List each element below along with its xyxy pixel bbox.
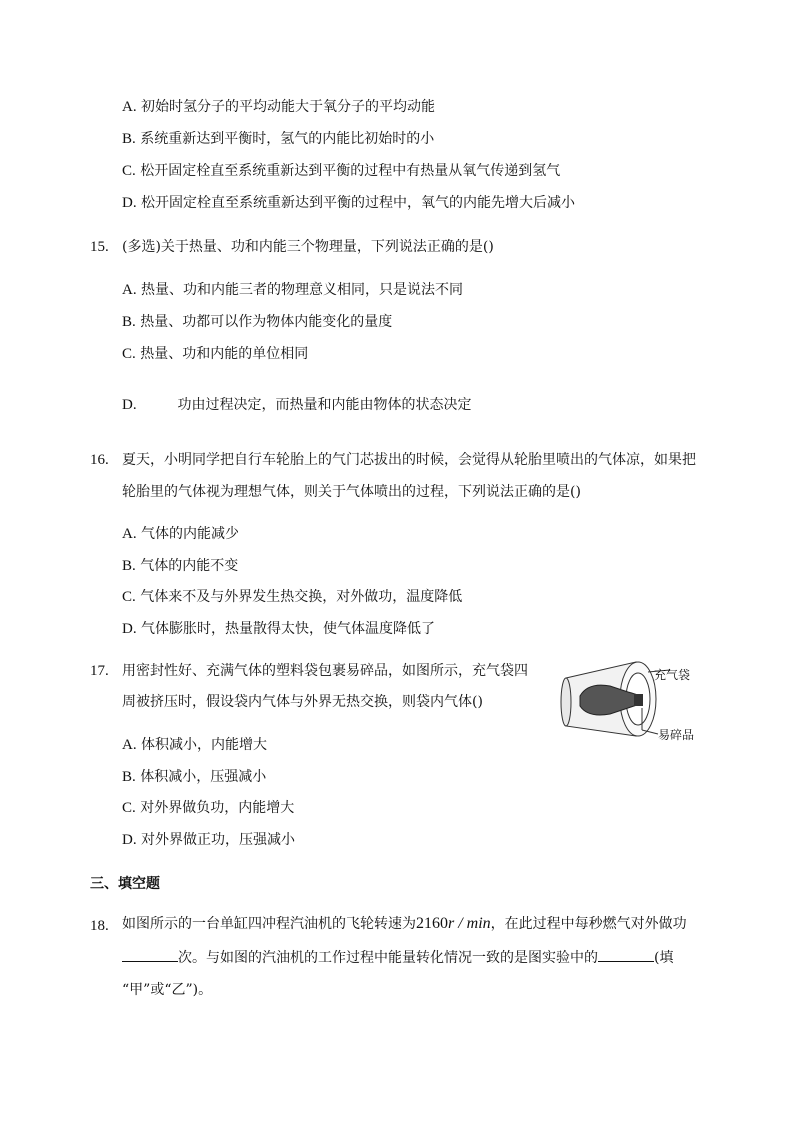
option-letter: C. — [122, 346, 136, 362]
question-17-stem-line2: 周被挤压时，假设袋内气体与外界无热交换，则袋内气体() — [122, 694, 483, 710]
option-text: 热量、功和内能的单位相同 — [140, 346, 309, 362]
figure-label-item: 易碎品 — [658, 728, 695, 742]
option-text: 对外界做负功，内能增大 — [140, 800, 295, 816]
option-letter: B. — [122, 769, 136, 785]
q15-option-d — [122, 395, 472, 415]
answer-blank-1[interactable] — [122, 947, 178, 962]
option-letter: A. — [122, 99, 137, 115]
option-letter: A. — [122, 282, 137, 298]
q14-option-a — [122, 97, 435, 117]
option-text: 气体膨胀时，热量散得太快，使气体温度降低了 — [141, 621, 436, 637]
q17-option-a — [122, 735, 267, 755]
option-letter: D. — [122, 397, 137, 413]
option-text: 热量、功都可以作为物体内能变化的量度 — [140, 314, 393, 330]
option-text: 初始时氢分子的平均动能大于氧分子的平均动能 — [141, 99, 436, 115]
q16-option-a — [122, 524, 239, 544]
option-letter: D. — [122, 195, 137, 211]
option-text: 对外界做正功，压强减小 — [141, 832, 296, 848]
option-text: 热量、功和内能三者的物理意义相同，只是说法不同 — [141, 282, 464, 298]
q17-option-b — [122, 767, 266, 787]
q18-stem-post: ，在此过程中每秒燃气对外做功 — [490, 916, 687, 932]
option-letter: A. — [122, 737, 137, 753]
q16-option-c — [122, 587, 462, 607]
option-text: 体积减小，内能增大 — [141, 737, 268, 753]
question-16-stem-line2: 轮胎里的气体视为理想气体，则关于气体喷出的过程，下列说法正确的是() — [122, 484, 581, 500]
option-letter: C. — [122, 800, 136, 816]
option-text: 体积减小，压强减小 — [140, 769, 267, 785]
question-18-stem-line1 — [122, 914, 687, 934]
option-text: 气体来不及与外界发生热交换，对外做功，温度降低 — [140, 589, 463, 605]
q16-option-d — [122, 619, 435, 639]
option-letter: C. — [122, 163, 136, 179]
q14-option-b — [122, 129, 434, 149]
option-text: 松开固定栓直至系统重新达到平衡的过程中，氧气的内能先增大后减小 — [141, 195, 576, 211]
option-text: 系统重新达到平衡时，氢气的内能比初始时的小 — [140, 131, 435, 147]
q15-option-c — [122, 344, 308, 364]
formula-unit: r / min — [448, 915, 491, 932]
option-letter: B. — [122, 558, 136, 574]
option-text: 气体的内能不变 — [140, 558, 239, 574]
figure-label-bag: 充气袋 — [654, 668, 691, 682]
option-text: 松开固定栓直至系统重新达到平衡的过程中有热量从氧气传递到氢气 — [140, 163, 561, 179]
q15-option-a — [122, 280, 463, 300]
q14-option-c — [122, 161, 560, 181]
q16-option-b — [122, 556, 238, 576]
question-15-stem: (多选)关于热量、功和内能三个物理量，下列说法正确的是() — [122, 239, 494, 255]
answer-blank-2[interactable] — [598, 947, 654, 962]
question-number-15: 15. — [90, 239, 109, 255]
question-18-stem-line2 — [122, 947, 673, 968]
option-letter: A. — [122, 526, 137, 542]
question-16-stem-line1: 夏天，小明同学把自行车轮胎上的气门芯拔出的时候，会觉得从轮胎里喷出的气体凉，如果把 — [122, 452, 696, 468]
option-text: 气体的内能减少 — [141, 526, 240, 542]
q17-option-d — [122, 830, 295, 850]
question-17-stem-line1: 用密封性好、充满气体的塑料袋包裹易碎品，如图所示，充气袋四 — [122, 663, 528, 679]
option-letter: B. — [122, 131, 136, 147]
q18-formula — [416, 915, 491, 932]
q14-option-d — [122, 193, 575, 213]
q17-option-c — [122, 798, 294, 818]
option-text: 功由过程决定，而热量和内能由物体的状态决定 — [177, 397, 472, 413]
question-18-stem-line3: “甲”或“乙”)。 — [122, 982, 213, 998]
q18-line2-a: 次。与如图的汽油机的工作过程中能量转化情况一致的是图实验中的 — [178, 950, 598, 966]
question-number-16: 16. — [90, 452, 109, 468]
option-letter: C. — [122, 589, 136, 605]
q18-stem-pre: 如图所示的一台单缸四冲程汽油机的飞轮转速为 — [122, 916, 416, 932]
section-title-fill-in: 三、填空题 — [90, 876, 160, 892]
option-letter: B. — [122, 314, 136, 330]
cylinder-left-end — [561, 678, 571, 726]
question-number-18: 18. — [90, 918, 109, 934]
question-number-17: 17. — [90, 663, 109, 679]
option-letter: D. — [122, 832, 137, 848]
option-letter: D. — [122, 621, 137, 637]
q15-option-b — [122, 312, 392, 332]
q18-line2-b: (填 — [654, 950, 674, 966]
formula-number: 2160 — [416, 915, 448, 932]
fragile-item-neck — [634, 694, 643, 706]
air-bag-figure — [558, 656, 718, 746]
